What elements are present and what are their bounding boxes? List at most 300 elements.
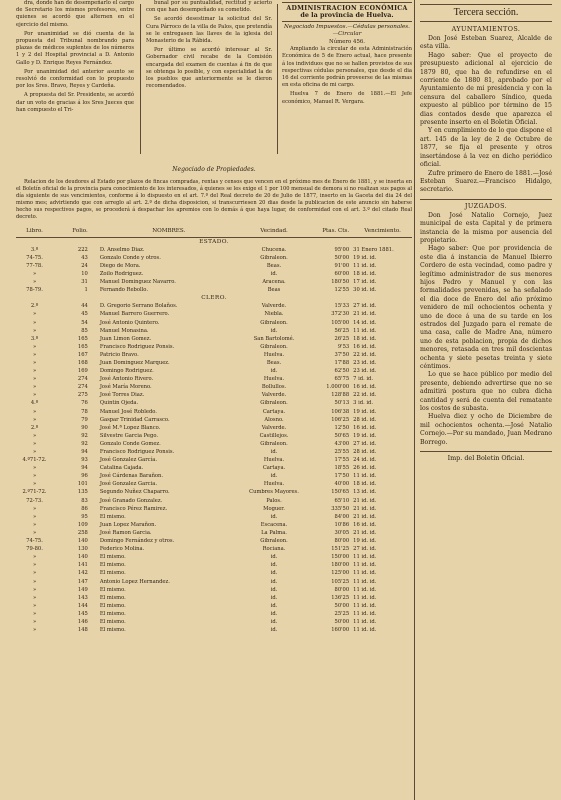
cell-folio: 76: [81, 400, 88, 407]
cell-pesetas: 15'33: [334, 303, 350, 310]
cell-libro: »: [32, 327, 37, 334]
debtors-table: [16, 227, 412, 635]
cell-vecindad: Beas.: [266, 262, 282, 269]
cell-vecindad: Valverde.: [261, 303, 287, 310]
cell-vencimiento: 11 id. id.: [353, 602, 377, 609]
cell-folio: 274: [77, 376, 88, 383]
cell-pesetas: 18'55: [334, 465, 350, 472]
cell-folio: 44: [81, 303, 88, 310]
rule: [282, 2, 412, 3]
paragraph: Don José Natalio Cornejo, Juez municipal de esta Capital y de primera instancia de la misma por ausencia del propietario.: [420, 211, 552, 244]
table-row: [16, 391, 412, 399]
cell-nombre: Francisco Rodriguez Ponsis.: [99, 343, 175, 350]
cell-nombre: Gonzalo Conde y otros.: [99, 254, 161, 261]
cell-vecindad: Beas: [267, 287, 281, 294]
cell-vecindad: Huelva.: [263, 376, 285, 383]
cell-vecindad: id.: [270, 602, 278, 609]
cell-pesetas: 25'55: [334, 449, 350, 455]
cell-pesetas: 150'00: [331, 554, 350, 561]
table-body: [16, 237, 412, 634]
cell-vecindad: id.: [270, 270, 278, 277]
cell-vecindad: id.: [270, 578, 278, 585]
debtors-notice: [16, 162, 412, 792]
paragraph: bunal por su puntualidad, rectitud y acierto con que han desempeñado su cometido.: [146, 0, 272, 14]
circular-number: Número 456.: [328, 39, 366, 45]
table-row: [16, 618, 412, 626]
cell-folio: 258: [77, 529, 88, 536]
cell-pesetas: 65'10: [334, 497, 350, 504]
cell-libro: 79-80.: [26, 546, 43, 553]
cell-libro: 4.º: [30, 400, 39, 407]
cell-pesetas: 56'25: [334, 327, 350, 334]
cell-nombre: D. Anselmo Diaz.: [99, 246, 145, 253]
cell-nombre: Gonzalo Conde Gomez.: [99, 440, 161, 447]
cell-folio: 140: [77, 538, 88, 545]
admin-heading: ADMINISTRACION ECONÓMICA: [286, 5, 408, 12]
cell-nombre: El mismo.: [99, 602, 126, 609]
signature: Huelva 7 de Enero de 1881.—El Jefe económico, Manuel R. Vergara.: [282, 91, 412, 105]
cell-pesetas: 9'53: [337, 343, 350, 350]
section-label: CLERO.: [201, 295, 227, 302]
imprint: Imp. del Boletin Oficial.: [420, 451, 552, 462]
cell-nombre: José Gonzalez Garcia.: [99, 481, 157, 488]
top-columns: [0, 0, 410, 162]
column-rule: [277, 4, 278, 154]
cell-libro: »: [32, 279, 37, 286]
cell-folio: 165: [77, 343, 88, 350]
table-row: [16, 319, 412, 327]
table-row: [16, 497, 412, 505]
cell-nombre: D. Gregorio Serrano Bolaños.: [99, 303, 178, 310]
right-column: [420, 0, 552, 800]
cell-libro: »: [32, 311, 37, 318]
table-row: [16, 262, 412, 270]
table-row: [16, 432, 412, 440]
cell-folio: 222: [77, 246, 88, 253]
cell-nombre: Antonio Lopez Hernandez.: [99, 578, 170, 585]
cell-nombre: Silvestre Garcia Pego.: [99, 432, 158, 439]
cell-libro: »: [32, 384, 37, 391]
cell-vecindad: id.: [270, 513, 278, 520]
cell-libro: 77-78.: [26, 262, 43, 269]
table-row: [16, 448, 412, 456]
cell-libro: »: [32, 343, 37, 350]
cell-folio: 141: [77, 562, 88, 569]
cell-libro: »: [32, 319, 37, 326]
table-row: [16, 424, 412, 432]
table-row: [16, 343, 412, 351]
cell-vecindad: Niebla.: [264, 311, 284, 318]
cell-vecindad: Gibraleon.: [260, 343, 288, 350]
cell-pesetas: 335'50: [331, 505, 350, 512]
cell-pesetas: 10'86: [334, 521, 350, 528]
cell-nombre: Patricio Bravo.: [99, 351, 139, 358]
cell-libro: »: [32, 481, 37, 488]
cell-pesetas: 128'88: [331, 392, 350, 399]
cell-vencimiento: 27 id. id.: [353, 440, 377, 447]
cell-folio: 24: [81, 262, 88, 269]
cell-vencimiento: 22 id. id.: [353, 351, 377, 358]
table-row: [16, 545, 412, 553]
cell-folio: 147: [77, 578, 88, 585]
cell-folio: 169: [77, 368, 88, 375]
cell-nombre: El mismo.: [99, 594, 126, 601]
cell-folio: 54: [81, 319, 88, 326]
table-row: [16, 456, 412, 464]
table-row: [16, 416, 412, 424]
cell-vecindad: Bollullos.: [261, 384, 287, 391]
paragraph: Y en cumplimiento de lo que dispone el art. 145 de la ley de 2 de Octubre de 1877, se fija el presente y otros insertándose á la vez en dicho periódico oficial.: [420, 127, 552, 169]
header-libro: Libro.: [16, 227, 53, 238]
cell-vencimiento: 21 id. id.: [353, 505, 377, 512]
table-row: [16, 351, 412, 359]
cell-pesetas: 17'55: [334, 457, 350, 464]
cell-libro: »: [32, 270, 37, 277]
cell-vecindad: La Palma.: [261, 529, 287, 536]
cell-libro: »: [32, 562, 37, 569]
table-section-row: [16, 294, 412, 302]
table-row: [16, 464, 412, 472]
cell-pesetas: 180'00: [331, 562, 350, 569]
cell-vecindad: id.: [270, 368, 278, 375]
cell-pesetas: 95'00: [334, 246, 350, 253]
header-folio: Folio.: [53, 227, 94, 238]
cell-libro: »: [32, 376, 37, 383]
cell-vencimiento: 21 id. id.: [353, 513, 377, 520]
cell-vecindad: San Bartolomé.: [253, 335, 295, 342]
cell-vecindad: Aracena.: [262, 279, 286, 286]
cell-vecindad: id.: [270, 627, 278, 634]
notice-title: Negociado de Propiedades.: [172, 166, 256, 173]
cell-vecindad: Gibraleon.: [260, 400, 288, 407]
cell-folio: 92: [81, 440, 88, 447]
cell-nombre: El mismo.: [99, 554, 126, 561]
cell-vecindad: Gibraleon.: [260, 440, 288, 447]
cell-libro: »: [32, 408, 37, 415]
cell-folio: 274: [77, 384, 88, 391]
cell-pesetas: 150'65: [331, 489, 350, 496]
cell-vencimiento: 23 id. id.: [353, 368, 377, 375]
cell-nombre: El mismo.: [99, 627, 126, 634]
cell-folio: 78: [81, 408, 88, 415]
cell-pesetas: 62'50: [334, 368, 350, 375]
cell-libro: 4.º71-72.: [22, 457, 47, 464]
paragraph: Zufre primero de Enero de 1881.—José Esteban Suarez.—Francisco Hidalgo, secretario.: [420, 169, 552, 194]
cell-vencimiento: 11 id. id.: [353, 594, 377, 601]
cell-vecindad: Gibraleon.: [260, 538, 288, 545]
cell-nombre: Juan Dominguez Marquez.: [99, 359, 170, 366]
cell-pesetas: 125'00: [331, 570, 350, 577]
cell-nombre: Quintin Ojeda.: [99, 400, 139, 407]
cell-pesetas: 105'25: [331, 578, 350, 585]
cell-vecindad: Chucena.: [261, 246, 287, 253]
cell-nombre: José Ramon Garcia.: [99, 529, 152, 536]
cell-vencimiento: 11 id. id.: [353, 327, 377, 334]
cell-vencimiento: 18 id. id.: [353, 270, 377, 277]
table-row: [16, 610, 412, 618]
cell-vencimiento: 27 id. id.: [353, 303, 377, 310]
cell-vencimiento: 21 id. id.: [353, 529, 377, 536]
cell-vecindad: Huelva.: [263, 481, 285, 488]
paragraph: dra, donde han de desempeñarlo el cargo de Secretario los mismos profesores, entre quienes se acordó que alternen en el ejercicio del mismo.: [16, 0, 134, 28]
header-vecindad: Vecindad.: [238, 227, 310, 238]
cell-folio: 92: [81, 432, 88, 439]
table-row: [16, 472, 412, 480]
top-column-3: [282, 0, 412, 108]
cell-libro: »: [32, 554, 37, 561]
cell-vencimiento: 16 id. id.: [353, 384, 377, 391]
table-row: [16, 408, 412, 416]
cell-folio: 31: [81, 279, 88, 286]
cell-folio: 1: [84, 287, 88, 294]
cell-pesetas: 12'50: [334, 424, 350, 431]
column-rule: [414, 0, 415, 800]
cell-vecindad: Beas.: [266, 359, 282, 366]
cell-nombre: El mismo.: [99, 513, 126, 520]
table-row: [16, 586, 412, 594]
cell-vecindad: id.: [270, 570, 278, 577]
cell-vencimiento: 18 id. id.: [353, 335, 377, 342]
header-pesetas: Ptas. Cts.: [310, 227, 353, 238]
cell-vecindad: id.: [270, 473, 278, 480]
cell-vencimiento: 21 id. id.: [353, 311, 377, 318]
cell-nombre: Federico Molina.: [99, 546, 145, 553]
cell-libro: »: [32, 529, 37, 536]
cell-libro: »: [32, 618, 37, 625]
cell-vencimiento: 11 id. id.: [353, 554, 377, 561]
paragraph: Don José Esteban Suarez, Alcalde de esta villa.: [420, 35, 552, 51]
table-row: [16, 302, 412, 310]
paragraph: Ampliando la circular de esta Administración Económica de 5 de Enero actual, hace presente á los individuos que no se hallen provistos de sus respectivas cédulas personales, que desde el dia 16 del corriente podrán proveerse de las mismas en esta oficina de mi cargo.: [282, 46, 412, 89]
cell-vencimiento: 24 id. id.: [353, 457, 377, 464]
cell-folio: 93: [81, 457, 88, 464]
paragraph: Huelva diez y ocho de Diciembre de mil ochocientos ochenta.—José Natalio Cornejo.—Por su mandado, Juan Medrano Borrego.: [420, 413, 552, 446]
cell-nombre: José Antonio Quintero.: [99, 319, 160, 326]
cell-vecindad: Huelva.: [263, 351, 285, 358]
cell-libro: »: [32, 368, 37, 375]
cell-pesetas: 372'30: [331, 311, 350, 318]
cell-libro: »: [32, 449, 37, 455]
table-row: [16, 286, 412, 294]
cell-pesetas: 50'00: [334, 618, 350, 625]
cell-vecindad: Escacena.: [260, 521, 288, 528]
cell-vecindad: Valverde.: [261, 392, 287, 399]
cell-nombre: Domingo Rodriguez.: [99, 368, 154, 375]
table-row: [16, 594, 412, 602]
cell-vecindad: id.: [270, 449, 278, 455]
cell-folio: 135: [77, 489, 88, 496]
cell-nombre: Manuel Dominguez Navarro.: [99, 279, 176, 286]
cell-libro: »: [32, 602, 37, 609]
cell-folio: 90: [81, 424, 88, 431]
cell-vecindad: Alosno.: [264, 416, 284, 423]
cell-vencimiento: 11 id. id.: [353, 627, 377, 634]
cell-libro: »: [32, 578, 37, 585]
cell-vencimiento: 22 id. id.: [353, 392, 377, 399]
cell-pesetas: 80'00: [334, 586, 350, 593]
cell-libro: »: [32, 351, 37, 358]
admin-subheading: de la provincia de Huelva.: [300, 11, 394, 19]
cell-pesetas: 50'00: [334, 254, 350, 261]
cell-nombre: El mismo.: [99, 586, 126, 593]
table-row: [16, 561, 412, 569]
paragraph: Por unanimidad se dió cuenta de la propuesta del Tribunal nombrando para plazas de médicos suplentes de los números 1 y 2 del Hospital provincial a D. Antonio Gallo y D. Enrique Reyes Fernández.: [16, 30, 134, 66]
cell-vencimiento: 13 id. id.: [353, 489, 377, 496]
cell-vencimiento: 16 id. id.: [353, 343, 377, 350]
cell-folio: 95: [81, 513, 88, 520]
table-row: [16, 327, 412, 335]
cell-vencimiento: 11 id. id.: [353, 578, 377, 585]
cell-libro: 2.º71-72.: [22, 489, 47, 496]
cell-pesetas: 84'00: [334, 513, 350, 520]
cell-folio: 167: [77, 351, 88, 358]
table-row: [16, 375, 412, 383]
table-row: [16, 367, 412, 375]
cell-vecindad: Moguer.: [263, 505, 285, 512]
cell-nombre: Manuel José Robledo.: [99, 408, 157, 415]
cell-folio: 146: [77, 618, 88, 625]
subsection-ayuntamientos: AYUNTAMIENTOS.: [451, 25, 521, 33]
paragraph: Hago saber: Que el proyecto de presupuesto adicional al ejercicio de 1879 80, que ha de refundirse en el corriente de 1880 81, aprobado por el Ayuntamiento de mi presidencia y con la censura del caballero Síndico, queda expuesto al público por término de 15 dias contados desde que aparezca el presente inserto en el Boletin Oficial.: [420, 51, 552, 127]
cell-vecindad: id.: [270, 586, 278, 593]
cell-libro: 3.º: [30, 246, 39, 253]
cell-nombre: Juan Limon Gomez.: [99, 335, 152, 342]
cell-vecindad: Gibraleon.: [260, 254, 288, 261]
cell-vencimiento: 23 id. id.: [353, 359, 377, 366]
table-row: [16, 383, 412, 391]
top-column-1: [16, 0, 134, 116]
cell-pesetas: 30'05: [334, 529, 350, 536]
cell-libro: »: [32, 432, 37, 439]
cell-nombre: Zoilo Rodriguez.: [99, 270, 144, 277]
cell-pesetas: 50'13: [334, 400, 350, 407]
cell-folio: 142: [77, 570, 88, 577]
cell-vencimiento: 7 id. id.: [353, 376, 374, 383]
cell-vecindad: Cartaya.: [262, 465, 286, 472]
cell-vecindad: Huelva.: [263, 457, 285, 464]
cell-libro: »: [32, 627, 37, 634]
table-row: [16, 246, 412, 254]
table-row: [16, 602, 412, 610]
cell-vecindad: id.: [270, 327, 278, 334]
cell-libro: »: [32, 392, 37, 399]
table-row: [16, 440, 412, 448]
cell-vencimiento: 16 id. id.: [353, 424, 377, 431]
cell-folio: 94: [81, 449, 88, 455]
cell-folio: 149: [77, 586, 88, 593]
cell-nombre: Juan Lopez Marañon.: [99, 521, 157, 528]
cell-libro: 74-75.: [26, 538, 43, 545]
top-column-2: [146, 0, 272, 92]
cell-nombre: El mismo.: [99, 562, 126, 569]
table-row: [16, 578, 412, 586]
cell-vecindad: id.: [270, 594, 278, 601]
table-row: [16, 359, 412, 367]
cell-nombre: El mismo.: [99, 618, 126, 625]
cell-pesetas: 80'00: [334, 538, 350, 545]
rule: [282, 21, 412, 22]
cell-pesetas: 17'50: [334, 473, 350, 480]
cell-vencimiento: 19 id. id.: [353, 538, 377, 545]
cell-pesetas: 12'55: [334, 287, 350, 294]
cell-vecindad: Castillejos.: [259, 432, 289, 439]
cell-folio: 10: [81, 270, 88, 277]
cell-nombre: Segundo Nuñez Chaparro.: [99, 489, 170, 496]
cell-libro: 78-79.: [26, 287, 43, 294]
table-row: [16, 488, 412, 496]
cell-pesetas: 40'00: [334, 481, 350, 488]
cell-libro: »: [32, 473, 37, 480]
cell-libro: 74-75.: [26, 254, 43, 261]
subsection-juzgados: JUZGADOS.: [420, 199, 552, 210]
cell-folio: 85: [81, 327, 88, 334]
cell-folio: 79: [81, 416, 88, 423]
cell-folio: 96: [81, 473, 88, 480]
cell-folio: 94: [81, 465, 88, 472]
cell-nombre: José Antonio Rivero.: [99, 376, 154, 383]
cell-pesetas: 180'50: [331, 279, 350, 286]
cell-vecindad: Valverde.: [261, 424, 287, 431]
cell-libro: 72-73.: [26, 497, 43, 504]
cell-vencimiento: 19 id. id.: [353, 432, 377, 439]
cell-libro: 3.º: [30, 335, 39, 342]
cell-folio: 83: [81, 497, 88, 504]
cell-folio: 140: [77, 554, 88, 561]
cell-pesetas: 65'75: [334, 376, 350, 383]
cell-folio: 109: [77, 521, 88, 528]
cell-libro: »: [32, 513, 37, 520]
cell-pesetas: 136'25: [331, 594, 350, 601]
cell-libro: »: [32, 570, 37, 577]
cell-vencimiento: 16 id. id.: [353, 521, 377, 528]
cell-pesetas: 151'25: [331, 546, 350, 553]
cell-libro: »: [32, 594, 37, 601]
cell-pesetas: 26'25: [334, 335, 350, 342]
cell-vencimiento: 26 id. id.: [353, 465, 377, 472]
table-section-row: [16, 237, 412, 246]
table-row: [16, 278, 412, 286]
notice-intro: Relacion de los deudores al Estado por plazos de fincas compradas, rentas y censos que vencen en el próximo mes de Enero de 1881, y se inserta en el Boletín oficial de la provincia para conocimiento de los interesados, á quienes se les exige el 1 por 100 mensual de demora si no realizan sus pagos al día siguiente de sus vencimientos, conforme á lo dispuesto en el art. 7.º del Real decreto de 20 de Julio de 1877, inserto en la Gaceta del dia 24 del mismo mes; advirtiendo que con arreglo al art. 2.º de dicha disposicion, si transcurriesen 20 dias desde la publicacion de este anuncio sin haberse hecho sus respectivos pagos, se procederá á despachar los apremios con lo demás á que haya lugar, de conformidad con el art. 3.º del citado Real decreto.: [16, 179, 412, 221]
table-row: [16, 537, 412, 545]
cell-vencimiento: 21 id. id.: [353, 497, 377, 504]
cell-libro: »: [32, 610, 37, 617]
header-nombres: NOMBRES.: [94, 227, 238, 238]
cell-nombre: José Granado Gonzalez.: [99, 497, 163, 504]
cell-folio: 143: [77, 594, 88, 601]
table-row: [16, 569, 412, 577]
paragraph: Por unanimidad del anterior asunto se resolvió de conformidad con lo propuesto por los Sres. Bravo, Reyes y Cardeña.: [16, 68, 134, 90]
cell-vencimiento: 11 id. id.: [353, 610, 377, 617]
cell-folio: 145: [77, 610, 88, 617]
table-row: [16, 521, 412, 529]
cell-pesetas: 106'38: [331, 408, 350, 415]
cell-vencimiento: 18 id. id.: [353, 481, 377, 488]
table-row: [16, 529, 412, 537]
table-row: [16, 553, 412, 561]
cell-vencimiento: 11 id. id.: [353, 618, 377, 625]
cell-vencimiento: 3 id. id.: [353, 400, 374, 407]
cell-folio: 101: [77, 481, 88, 488]
cell-vencimiento: 17 id. id.: [353, 279, 377, 286]
cell-nombre: Manuel Monasina.: [99, 327, 149, 334]
cell-vencimiento: 11 id. id.: [353, 473, 377, 480]
table-row: [16, 480, 412, 488]
cell-vencimiento: 11 id. id.: [353, 570, 377, 577]
cell-nombre: José M.ª Lopez Blanco.: [99, 424, 161, 431]
table-row: [16, 513, 412, 521]
cell-vecindad: Rociana.: [262, 546, 286, 553]
cell-libro: »: [32, 440, 37, 447]
